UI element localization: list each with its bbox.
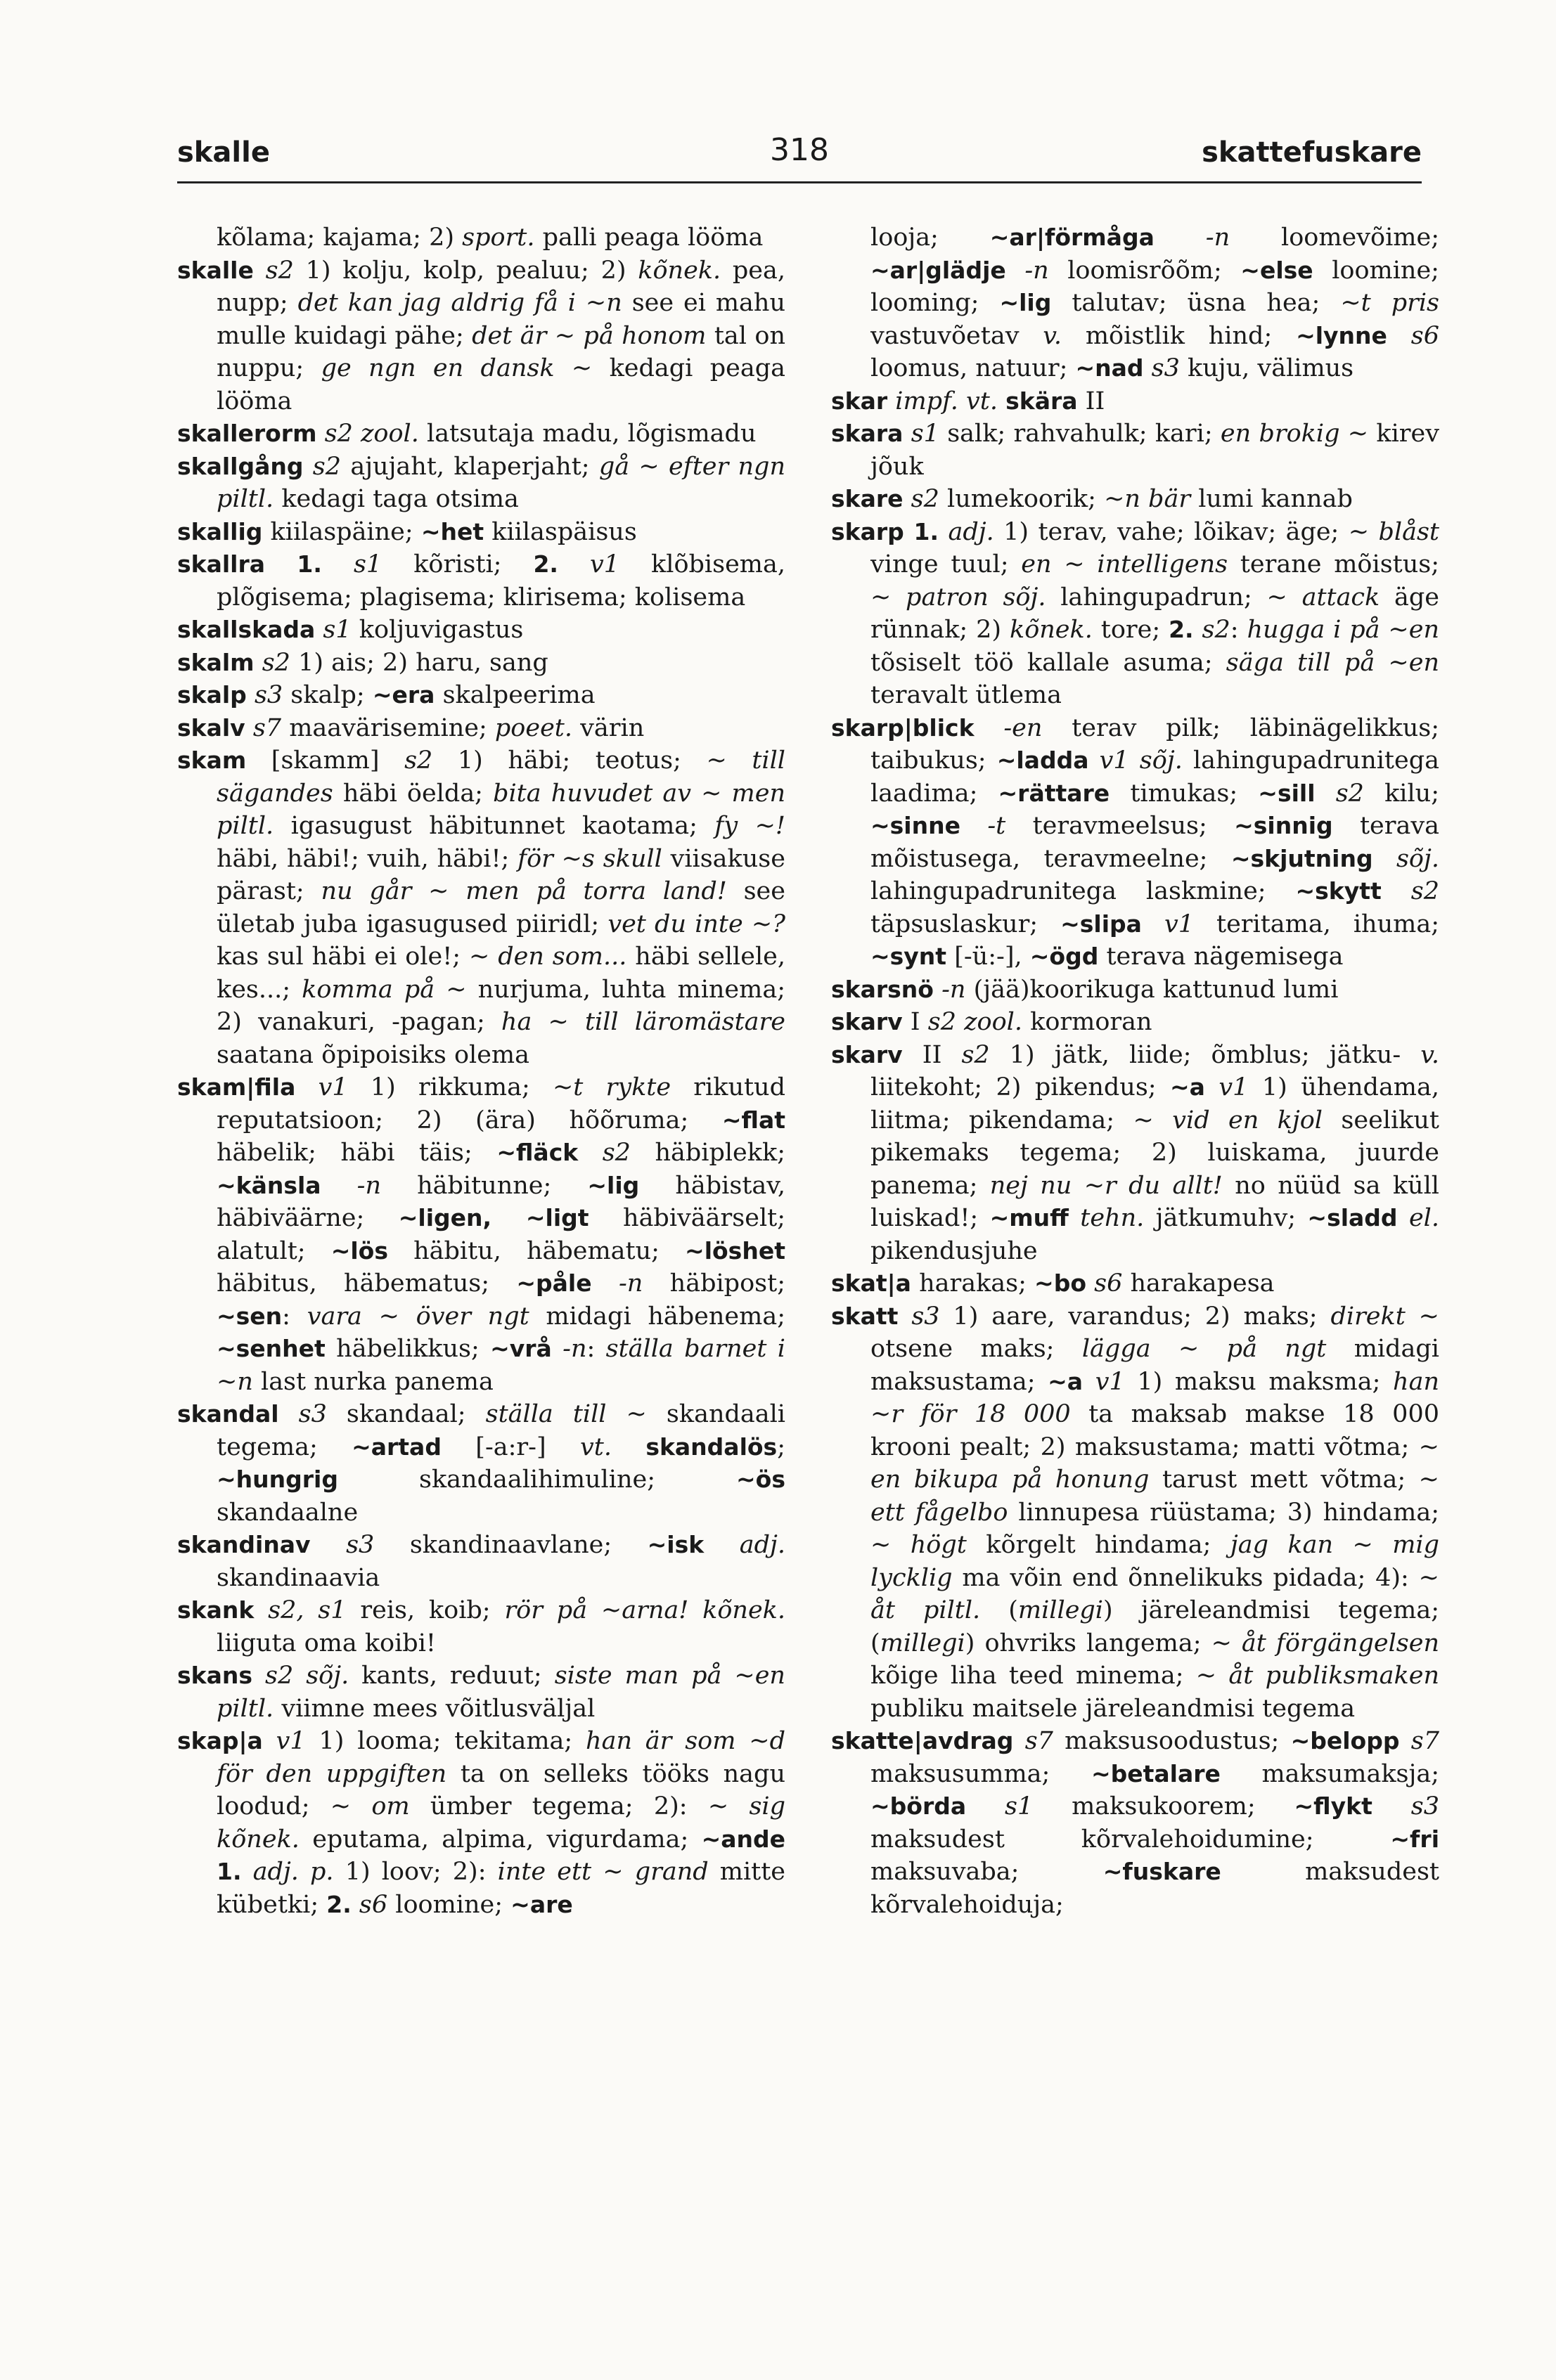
right-column	[831, 221, 1439, 1921]
dictionary-entry: skarv I s2 zool. kormoran	[831, 1008, 1152, 1036]
dictionary-entry: kõlama; kajama; 2) sport. palli peaga lööma	[217, 224, 764, 252]
dictionary-entry: skam|fila v1 1) rikkuma; ~t rykte rikutud reputatsioon; 2) (ära) hõõruma; ~flat häbelik; häbi täis; ~fläck s2 häbiplekk; ~känsla -n häbitunne; ~lig häbistav, häbiväärne; ~ligen, ~ligt häbiväärselt; alatult; ~lös häbitu, häbematu; ~löshet häbitus, häbematus; ~påle -n häbipost; ~sen: vara ~ över ngt midagi häbenema; ~senhet häbelikkus; ~vrå -n: ställa barnet i ~n last nurka panema	[177, 1073, 785, 1396]
page-header	[177, 132, 1422, 183]
dictionary-entry: skam [skamm] s2 1) häbi; teotus; ~ till sägandes häbi öelda; bita huvudet av ~ men piltl. igasugust häbitunnet kaotama; fy ~! häbi, häbi!; vuih, häbi!; för ~s skull viisakuse pärast; nu går ~ men på torra land! see ületab juba igasugused piiridl; vet du inte ~? kas sul häbi ei ole!; ~ den som... häbi sellele, kes...; komma på ~ nurjuma, luhta minema; 2) vanakuri, -pagan; ha ~ till läromästare saatana õpipoisiks olema	[177, 746, 785, 1069]
dictionary-entry: skallskada s1 koljuvigastus	[177, 616, 524, 644]
dictionary-entry: skatte|avdrag s7 maksusoodustus; ~belopp s7 maksusumma; ~betalare maksumaksja; ~börda s1 maksukoorem; ~flykt s3 maksudest kõrvalehoidumine; ~fri maksuvaba; ~fuskare maksudest kõrvalehoiduja;	[831, 1727, 1439, 1919]
dictionary-entry: skalle s2 1) kolju, kolp, pealuu; 2) kõnek. pea, nupp; det kan jag aldrig få i ~n see ei mahu mulle kuidagi pähe; det är ~ på honom tal on nuppu; ge ngn en dansk ~ kedagi peaga lööma	[177, 256, 786, 415]
dictionary-entry: skans s2 sõj. kants, reduut; siste man på ~en piltl. viimne mees võitlusväljal	[177, 1662, 785, 1723]
dictionary-entry: skalp s3 skalp; ~era skalpeerima	[177, 681, 596, 709]
dictionary-entry: skarp|blick -en terav pilk; läbinägelikkus; taibukus; ~ladda v1 sõj. lahingupadrunitega laadima; ~rättare timukas; ~sill s2 kilu; ~sinne -t teravmeelsus; ~sinnig terava mõistusega, teravmeelne; ~skjutning sõj. lahingupadrunitega laskmine; ~skytt s2 täpsuslaskur; ~slipa v1 teritama, ihuma; ~synt [-ü:-], ~ögd terava nägemisega	[831, 713, 1440, 971]
dictionary-entry: looja; ~ar|förmåga -n loomevõime; ~ar|glädje -n loomisrõõm; ~else loomine; looming; ~lig talutav; üsna hea; ~t pris vastuvõetav v. mõistlik hind; ~lynne s6 loomus, natuur; ~nad s3 kuju, välimus	[870, 224, 1439, 382]
page-number: 318	[770, 132, 829, 168]
dictionary-entry: skandinav s3 skandinaavlane; ~isk adj. skandinaavia	[177, 1531, 785, 1592]
dictionary-entry: skar impf. vt. skära II	[831, 387, 1105, 415]
header-right-guide-word: skattefuskare	[1202, 136, 1422, 169]
dictionary-entry: skandal s3 skandaal; ställa till ~ skandaali tegema; ~artad [-a:r-] vt. skandalös; ~hungrig skandaalihimuline; ~ös skandaalne	[177, 1400, 786, 1527]
left-column	[177, 221, 785, 1921]
dictionary-entry: skalm s2 1) ais; 2) haru, sang	[177, 648, 548, 677]
dictionary-entry: skank s2, s1 reis, koib; rör på ~arna! kõnek. liiguta oma koibi!	[177, 1596, 785, 1657]
dictionary-entry: skara s1 salk; rahvahulk; kari; en brokig ~ kirev jõuk	[831, 420, 1439, 481]
dictionary-entry: skallgång s2 ajujaht, klaperjaht; gå ~ efter ngn piltl. kedagi taga otsima	[177, 452, 785, 513]
dictionary-entry: skalv s7 maavärisemine; poeet. värin	[177, 713, 645, 742]
header-left-guide-word: skalle	[177, 136, 270, 169]
dictionary-entry: skallig kiilaspäine; ~het kiilaspäisus	[177, 517, 637, 546]
dictionary-entry: skat|a harakas; ~bo s6 harakapesa	[831, 1269, 1275, 1298]
dictionary-entry: skarp 1. adj. 1) terav, vahe; lõikav; äge; ~ blåst vinge tuul; en ~ intelligens terane mõistus; ~ patron sõj. lahingupadrun; ~ attack äge rünnak; 2) kõnek. tore; 2. s2: hugga i på ~en tõsiselt töö kallale asuma; säga till på ~en teravalt ütlema	[831, 517, 1440, 709]
dictionary-entry: skarv II s2 1) jätk, liide; õmblus; jätku- v. liitekoht; 2) pikendus; ~a v1 1) ühendama, liitma; pikendama; ~ vid en kjol seelikut pikemaks tegema; 2) luiskama, juurde panema; nej nu ~r du allt! no nüüd sa küll luiskad!; ~muff tehn. jätkumuhv; ~sladd el. pikendusjuhe	[831, 1040, 1439, 1265]
dictionary-entry: skatt s3 1) aare, varandus; 2) maks; direkt ~ otsene maks; lägga ~ på ngt midagi maksustama; ~a v1 1) maksu maksma; han ~r för 18 000 ta maksab makse 18 000 krooni pealt; 2) maksustama; matti võtma; ~ en bikupa på honung tarust mett võtma; ~ ett fågelbo linnupesa rüüstama; 3) hindama; ~ högt kõrgelt hindama; jag kan ~ mig lycklig ma võin end õnnelikuks pidada; 4): ~ åt piltl. (millegi) järeleandmisi tegema; (millegi) ohvriks langema; ~ åt förgängelsen kõige liha teed minema; ~ åt publiksmaken publiku maitsele järeleandmisi tegema	[831, 1302, 1440, 1723]
dictionary-entry: skarsnö -n (jää)koorikuga kattunud lumi	[831, 975, 1339, 1004]
dictionary-entry: skap|a v1 1) looma; tekitama; han är som ~d för den uppgiften ta on selleks tööks nagu loodud; ~ om ümber tegema; 2): ~ sig kõnek. eputama, alpima, vigurdama; ~ande 1. adj. p. 1) loov; 2): inte ett ~ grand mitte kübetki; 2. s6 loomine; ~are	[177, 1727, 786, 1919]
dictionary-entry: skallra 1. s1 kõristi; 2. v1 klõbisema, plõgisema; plagisema; klirisema; kolisema	[177, 550, 785, 612]
dictionary-entry: skare s2 lumekoorik; ~n bär lumi kannab	[831, 485, 1353, 513]
dictionary-entry: skallerorm s2 zool. latsutaja madu, lõgismadu	[177, 420, 757, 448]
